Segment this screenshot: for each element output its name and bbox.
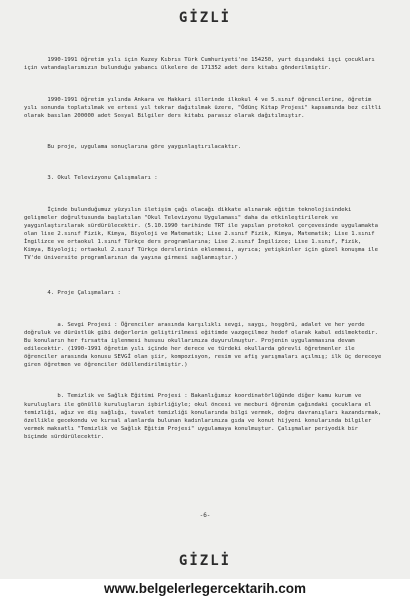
classification-stamp-bottom: GİZLİ xyxy=(178,553,232,569)
paragraph-love-project: a. Sevgi Projesi : Öğrenciler arasında karşılıklı sevgi, saygı, hoşgörü, adalet ve her yerde doğruluk ve dürüstlük gibi değerlerin geliştirilmesi eğitimde vazgeçilmez hedef olarak kabul edilmektedir. Bu konuların her fırsatta işlenmesi hususu okullarımıza duyurulmuştur. Projenin uygulanmasına devam edilecektir. (1990-1991 öğretim yılı içinde her derece ve türdeki okullarda görevli öğretmenler ile öğrenciler arasında konusu SEVGİ olan şiir, kompozisyon, resim ve afiş yarışmaları açılmış; ilk üç dereceye giren öğretmen ve öğrenciler ödüllendirilmiştir.) xyxy=(24,321,385,369)
paragraph-cyprus-books: 1990-1991 öğretim yılı için Kuzey Kıbrıs Türk Cumhuriyeti'ne 154250, yurt dışındaki işçi çocukları için vatandaşlarımızın bulunduğu yabancı ülkelere de 171352 adet ders kitabı gönderilmiştir. xyxy=(24,57,379,72)
heading-school-television: 3. Okul Televizyonu Çalışmaları : xyxy=(24,175,158,182)
paragraph-school-television: İçinde bulunduğumuz yüzyılın iletişim çağı olacağı dikkate alınarak eğitim teknolojisindeki gelişmeler doğrultusunda başlatılan "Okul Televizyonu Uygulaması" daha da etkinleştirilerek ve yaygınlaştırılarak sürdürülecektir. (5.10.1990 tarihinde TRT ile yapılan protokol çerçevesinde uygulamakta olan lise 2.sınıf Fizik, Kimya, Biyoloji ve Matematik; Lise 2.sınıf Fizik, Kimya, Matematik; Lise 1.sınıf İngilizce ve ortaokul 1.sınıf Türkçe ders programlarına; Lise 2.sınıf İngilizce; Lise 1.sınıf, Fizik, Kimya, Biyoloji; ortaokul 2.sınıf Türkçe derslerinin eklenmesi, ayrıca; yetişkinler için güzel konuşma ile TV'de üniversite programlarının da yayına girmesi sağlanmıştır.) xyxy=(24,206,382,262)
watermark-url-banner: www.belgelerlegercektarih.com xyxy=(0,579,410,599)
paragraph-loan-book-project: 1990-1991 öğretim yılında Ankara ve Hakkari illerinde ilkokul 4 ve 5.sınıf öğrencilerine, öğretim yılı sonunda toplatılmak ve ertesi yıl tekrar dağıtılmak üzere, "Ödünç Kitap Projesi" kapsamında bez ciltli olarak basılan 200000 adet Sosyal Bilgiler ders kitabı parasız olarak dağıtılmıştır. xyxy=(24,96,385,119)
classification-stamp-top: GİZLİ xyxy=(178,10,232,26)
paragraph-project-expansion: Bu proje, uygulama sonuçlarına göre yaygınlaştırılacaktır. xyxy=(24,144,242,151)
document-body xyxy=(24,40,384,464)
paragraph-hygiene-project: b. Temizlik ve Sağlık Eğitimi Projesi : Bakanlığımız koordinatörlüğünde diğer kamu kurum ve kuruluşları ile gönüllü kuruluşların işbirliğiyle; okul öncesi ve mecburi öğrenim çağındaki çocuklara el temizliği, ağız ve diş sağlığı, tuvalet temizliği konularında bilgi vermek, doğru davranışları kazandırmak, özellikle gecekondu ve kırsal alanlarda bulunan kadınlarımıza gıda ve konut hijyeni konularında bilgiler vermek maksatlı "Temizlik ve Sağlık Eğitim Projesi" uygulamaya konulmuştur. Çalışmalar periyodik bir biçimde sürdürülecektir. xyxy=(24,393,385,440)
heading-project-works: 4. Proje Çalışmaları : xyxy=(24,290,121,297)
page-number: -6- xyxy=(199,512,211,519)
